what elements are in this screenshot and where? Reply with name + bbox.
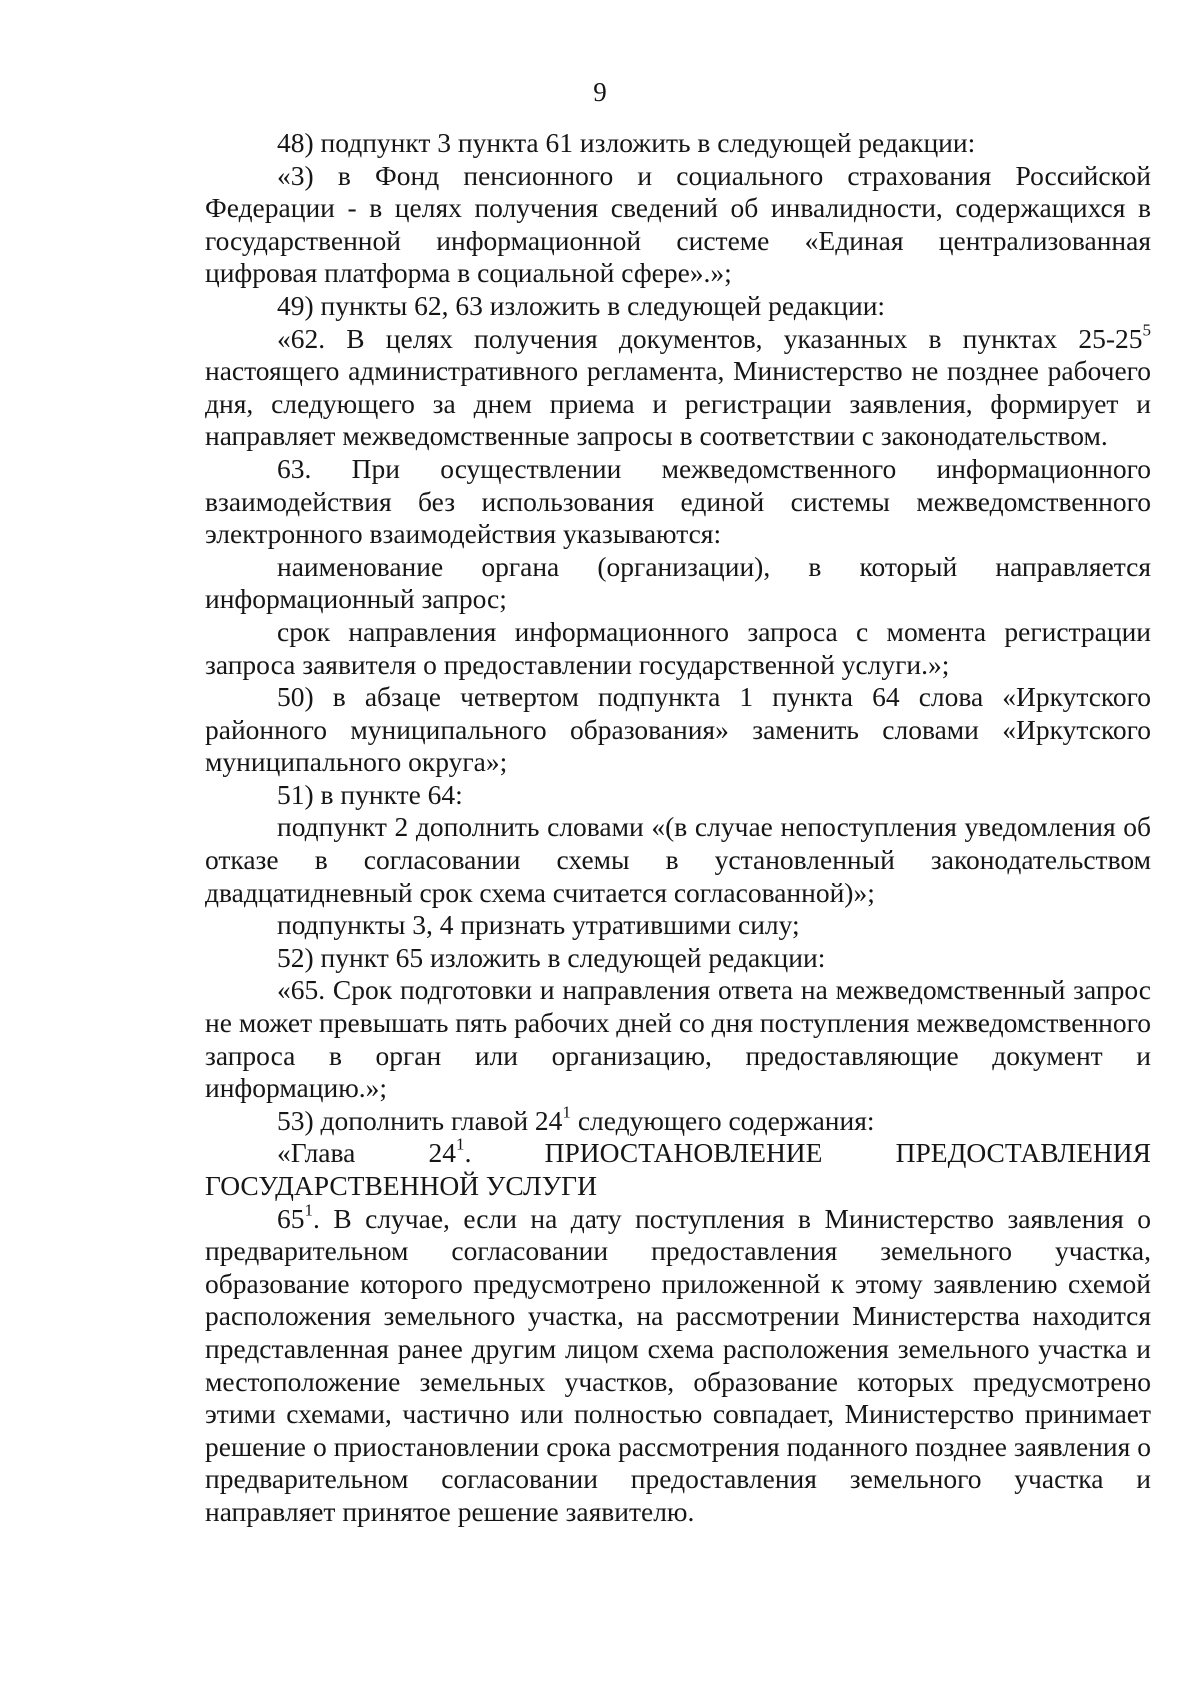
- item-51-sub-1: подпункт 2 дополнить словами «(в случае непоступления уведомления об отказе в согласовании схемы в установленный законодательством двадцатидневный срок схема считается согласованной)»;: [205, 811, 1151, 908]
- clause-62-superscript: 5: [1142, 320, 1151, 340]
- clause-65: «65. Срок подготовки и направления ответа на межведомственный запрос не может превышать пять рабочих дней со дня поступления межведомственного запроса в орган или организацию, предоставляющие документ и информацию.»;: [205, 974, 1151, 1104]
- chapter-heading-superscript: 1: [456, 1135, 465, 1155]
- chapter-heading: [205, 1137, 1151, 1202]
- clause-62-text-a: «62. В целях получения документов, указанных в пунктах 25-25: [277, 322, 1143, 354]
- clause-65-1: [205, 1200, 1151, 1529]
- item-51-sub-2: подпункты 3, 4 признать утратившими силу;: [277, 909, 800, 941]
- clause-63: 63. При осуществлении межведомственного информационного взаимодействия без использования единой системы межведомственного электронного взаимодействия указываются:: [205, 452, 1151, 550]
- clause-62: [205, 320, 1151, 453]
- item-48-text: «3) в Фонд пенсионного и социального страхования Российской Федерации - в целях получения сведений об инвалидности, содержащихся в государственной информационной системе «Единая централизованная цифровая платформа в социальной сфере».»;: [205, 159, 1151, 289]
- item-53-text-b: следующего содержания:: [570, 1104, 875, 1136]
- item-49: 49) пункты 62, 63 изложить в следующей редакции:: [277, 289, 886, 321]
- item-50: 50) в абзаце четвертом подпункта 1 пункта 64 слова «Иркутского районного муниципального образования» заменить словами «Иркутского муниципального округа»;: [205, 681, 1151, 778]
- clause-65-1-text: . В случае, если на дату поступления в Министерство заявления о предварительном согласовании предоставления земельного участка, образование которого предусмотрено приложенной к этому заявлению схемой расположения земельного участка, на рассмотрении Министерства находится представленная ранее другим лицом схема расположения земельного участка и местоположение земельных участков, образование которых предусмотрено этими схемами, частично или полностью совпадает, Министерство принимает решение о приостановлении срока рассмотрения поданного позднее заявления о предварительном согласовании предоставления земельного участка и направляет принятое решение заявителю.: [205, 1202, 1151, 1527]
- page-number: 9: [593, 77, 607, 107]
- clause-62-text-b: настоящего административного регламента, Министерство не позднее рабочего дня, следующего за днем приема и регистрации заявления, формирует и направляет межведомственные запросы в соответствии с законодательством.: [205, 355, 1151, 452]
- item-51: 51) в пункте 64:: [277, 778, 463, 810]
- clause-63-item-2: срок направления информационного запроса с момента регистрации запроса заявителя о предоставлении государственной услуги.»;: [205, 615, 1151, 680]
- item-53: [205, 1102, 1151, 1138]
- chapter-heading-text-b: . ПРИОСТАНОВЛЕНИЕ ПРЕДОСТАВЛЕНИЯ ГОСУДАРСТВЕННОЙ УСЛУГИ: [205, 1137, 1151, 1201]
- item-53-superscript: 1: [562, 1102, 571, 1122]
- item-48: 48) подпункт 3 пункта 61 изложить в следующей редакции:: [277, 127, 976, 158]
- clause-65-1-number: 65: [277, 1202, 305, 1234]
- clause-63-item-1: наименование органа (организации), в который направляется информационный запрос;: [205, 550, 1151, 615]
- item-52: 52) пункт 65 изложить в следующей редакции:: [277, 941, 826, 973]
- item-53-text-a: 53) дополнить главой 24: [277, 1104, 563, 1136]
- document-body: [205, 127, 1151, 1529]
- clause-65-1-superscript: 1: [304, 1200, 314, 1220]
- chapter-heading-text-a: «Глава 24: [277, 1137, 457, 1169]
